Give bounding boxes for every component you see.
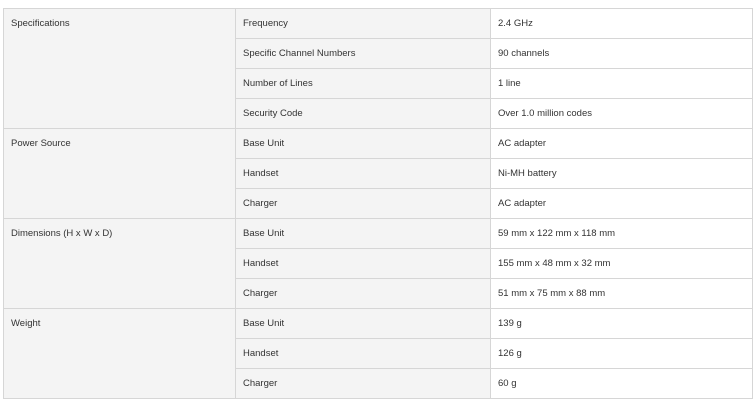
spec-value: 126 g [491, 339, 753, 369]
spec-label: Base Unit [236, 309, 491, 339]
spec-label: Frequency [236, 9, 491, 39]
spec-label: Base Unit [236, 129, 491, 159]
spec-value: 60 g [491, 369, 753, 399]
spec-value: Over 1.0 million codes [491, 99, 753, 129]
spec-value: 2.4 GHz [491, 9, 753, 39]
table-row [4, 9, 753, 39]
spec-label: Charger [236, 279, 491, 309]
category-cell: Dimensions (H x W x D) [4, 219, 236, 309]
spec-label: Specific Channel Numbers [236, 39, 491, 69]
spec-label: Number of Lines [236, 69, 491, 99]
spec-label: Handset [236, 339, 491, 369]
spec-label: Charger [236, 189, 491, 219]
spec-value: 155 mm x 48 mm x 32 mm [491, 249, 753, 279]
spec-label: Security Code [236, 99, 491, 129]
specifications-table [3, 8, 753, 399]
category-cell: Power Source [4, 129, 236, 219]
spec-value: 90 channels [491, 39, 753, 69]
table-row [4, 219, 753, 249]
spec-label: Base Unit [236, 219, 491, 249]
spec-value: 51 mm x 75 mm x 88 mm [491, 279, 753, 309]
spec-label: Handset [236, 159, 491, 189]
category-cell: Specifications [4, 9, 236, 129]
spec-value: 139 g [491, 309, 753, 339]
spec-value: AC adapter [491, 189, 753, 219]
spec-value: Ni-MH battery [491, 159, 753, 189]
spec-value: 59 mm x 122 mm x 118 mm [491, 219, 753, 249]
spec-value: AC adapter [491, 129, 753, 159]
spec-label: Handset [236, 249, 491, 279]
category-cell: Weight [4, 309, 236, 399]
spec-value: 1 line [491, 69, 753, 99]
table-row [4, 309, 753, 339]
table-row [4, 129, 753, 159]
spec-label: Charger [236, 369, 491, 399]
